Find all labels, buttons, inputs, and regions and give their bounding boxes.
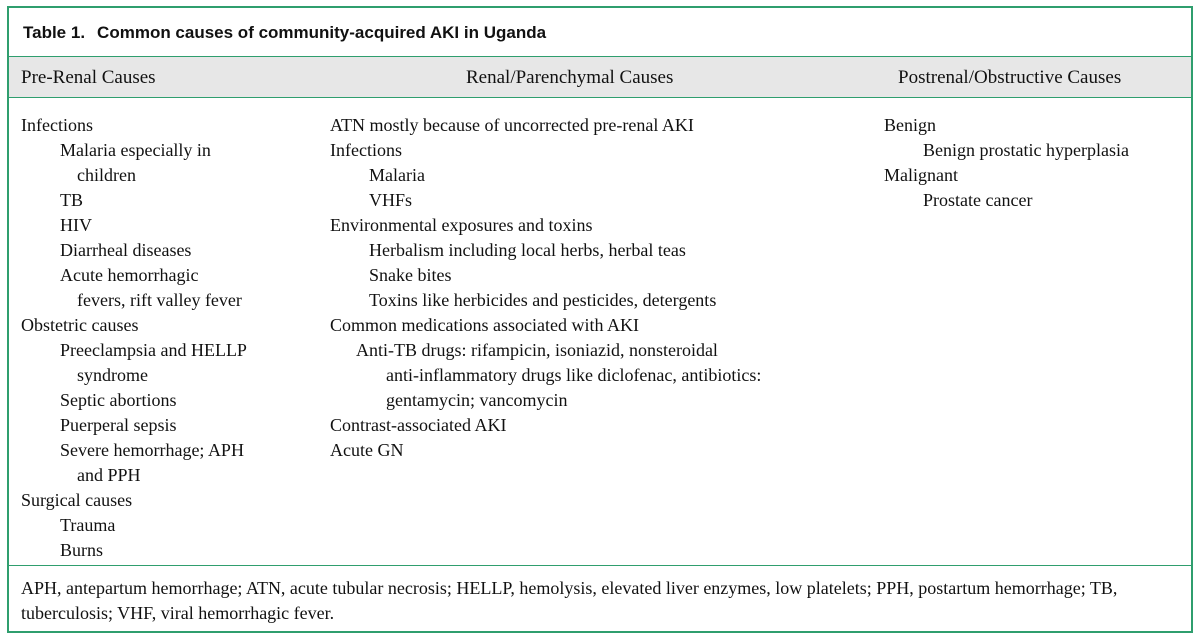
cause-item: Anti-TB drugs: rifampicin, isoniazid, nonsteroidal	[356, 340, 718, 360]
cause-item: Septic abortions	[60, 390, 177, 410]
cause-item-cont: children	[77, 165, 136, 185]
cause-item-cont: fevers, rift valley fever	[77, 290, 242, 310]
col-header-prerenal: Pre-Renal Causes	[21, 67, 156, 88]
table-caption: Common causes of community-acquired AKI in Uganda	[97, 23, 547, 42]
footnote-divider	[9, 565, 1191, 566]
category-heading: Infections	[330, 140, 402, 160]
postrenal-column	[884, 113, 1129, 213]
table-title	[23, 23, 546, 43]
cause-item: Snake bites	[369, 265, 452, 285]
cause-item-cont: syndrome	[77, 365, 148, 385]
cause-item: Malaria	[369, 165, 425, 185]
cause-item: HIV	[60, 215, 92, 235]
category-heading: Obstetric causes	[21, 315, 139, 335]
cause-item: Burns	[60, 540, 104, 560]
category-heading: Acute GN	[330, 440, 404, 460]
cause-item: Puerperal sepsis	[60, 415, 177, 435]
category-heading: Benign	[884, 115, 936, 135]
table-label: Table 1.	[23, 23, 86, 42]
cause-item: Diarrheal diseases	[60, 240, 192, 260]
cause-item: Trauma	[60, 515, 116, 535]
prerenal-column	[21, 113, 247, 563]
cause-item-cont: anti-inflammatory drugs like diclofenac, antibiotics:	[386, 365, 762, 385]
cause-item: Severe hemorrhage; APH	[60, 440, 244, 460]
cause-item: Benign prostatic hyperplasia	[923, 140, 1129, 160]
cause-item: Malaria especially in	[60, 140, 211, 160]
category-heading: Surgical causes	[21, 490, 133, 510]
cause-item: TB	[60, 190, 84, 210]
cause-item-cont: gentamycin; vancomycin	[386, 390, 568, 410]
cause-item-cont: and PPH	[77, 465, 141, 485]
cause-item: Herbalism including local herbs, herbal teas	[369, 240, 686, 260]
renal-column	[330, 113, 761, 463]
category-heading: Contrast-associated AKI	[330, 415, 507, 435]
table-title-bar	[9, 8, 1191, 57]
category-heading: Infections	[21, 115, 93, 135]
cause-item: Preeclampsia and HELLP	[60, 340, 247, 360]
cause-item: Acute hemorrhagic	[60, 265, 199, 285]
category-heading: Common medications associated with AKI	[330, 315, 639, 335]
col-header-postrenal: Postrenal/Obstructive Causes	[898, 67, 1122, 88]
category-heading: Malignant	[884, 165, 958, 185]
table-footnote: APH, antepartum hemorrhage; ATN, acute tubular necrosis; HELLP, hemolysis, elevated liver enzymes, low platelets; PPH, postartum hemorrhage; TB, tuberculosis; VHF, viral hemorrhagic fever.	[21, 578, 1118, 623]
cause-item: Prostate cancer	[923, 190, 1033, 210]
col-header-renal: Renal/Parenchymal Causes	[466, 67, 674, 88]
cause-item: Toxins like herbicides and pesticides, detergents	[369, 290, 717, 310]
cause-item: VHFs	[369, 190, 413, 210]
category-heading: Environmental exposures and toxins	[330, 215, 593, 235]
category-heading: ATN mostly because of uncorrected pre-renal AKI	[330, 115, 694, 135]
